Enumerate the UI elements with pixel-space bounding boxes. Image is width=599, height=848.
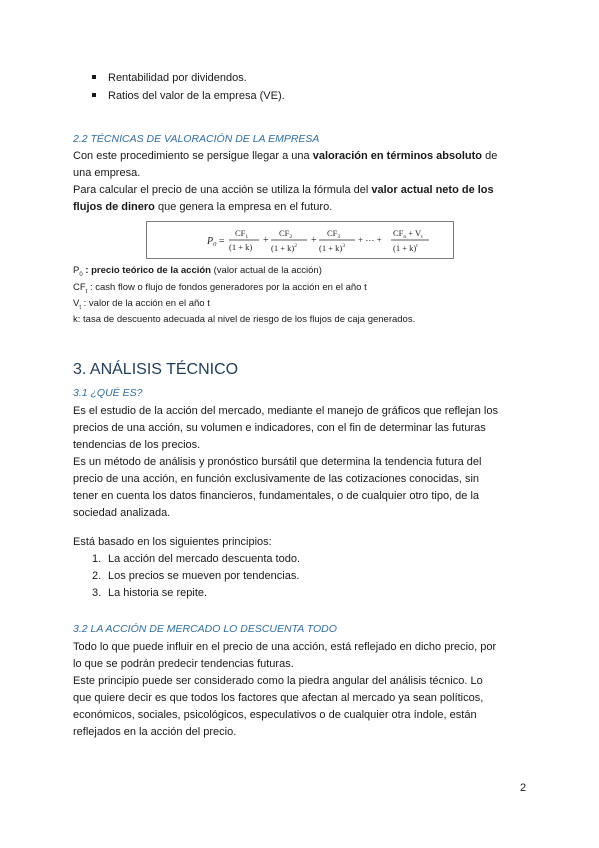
paragraph-line: flujos de dinero que genera la empresa en el futuro. [73,201,333,213]
section-heading-3: 3. ANÁLISIS TÉCNICO [73,361,239,378]
formula-term-3-numerator: $CF_3$ [327,228,341,240]
plus-sign: + [311,235,317,246]
bullet-icon [92,93,96,97]
plus-sign: + [263,235,269,246]
bullet-item: Rentabilidad por dividendos. [92,70,247,87]
formula-term-2-denominator: $(1 + k)^2$ [271,243,297,253]
paragraph-line: precio de una acción, en función exclusivamente de las cotizaciones conocidas, sin [73,473,480,485]
definition-cf: $CF_t$ : cash flow o flujo de fondos generadores por la acción en el año t [73,282,367,295]
definition-p0: $P_0$ : precio teórico de la acción (valor actual de la acción) [73,265,322,278]
section-heading-2-2: 2.2 TÉCNICAS DE VALORACIÓN DE LA EMPRESA [73,133,320,145]
paragraph-line: una empresa. [73,167,141,179]
paragraph-line: Todo lo que puede influir en el precio de una acción, está reflejado en dicho precio, por [73,641,497,653]
paragraph-line: lo que se podrán predecir tendencias futuras. [73,658,294,670]
paragraph-line: que quiere decir es que todos los factores que afectan al mercado ya sean políticos, [73,692,484,704]
subsection-heading-3-2: 3.2 LA ACCIÓN DE MERCADO LO DESCUENTA TODO [73,623,337,635]
bullet-icon [92,75,96,79]
paragraph: Para calcular el precio de una acción se utiliza la fórmula del valor actual neto de los [73,184,494,196]
bullet-item: Ratios del valor de la empresa (VE). [92,88,285,105]
paragraph-line: precios de una acción, su volumen e indicadores, con el fin de determinar las futuras [73,422,486,434]
formula-term-2-numerator: $CF_2$ [279,228,293,240]
definition-v: $V_t$ : valor de la acción en el año t [73,298,210,311]
list-item: 1. La acción del mercado descuenta todo. [92,553,301,565]
page-number: 2 [520,782,527,794]
paragraph-line: económicos, sociales, psicológicos, especulativos o de cualquier otra índole, están [73,709,477,721]
list-item: 2. Los precios se mueven por tendencias. [92,570,300,582]
formula-term-1-numerator: $CF_1$ [235,228,249,240]
formula-term-3-denominator: $(1 + k)^3$ [319,243,345,253]
paragraph-line: tener en cuenta los datos financieros, fundamentales, o de cualquier otro tipo, de la [73,490,480,502]
paragraph-line: Es el estudio de la acción del mercado, mediante el manejo de gráficos que reflejan los [73,405,498,417]
valuation-formula [146,221,454,259]
paragraph-line: Este principio puede ser considerado como la piedra angular del análisis técnico. Lo [73,675,483,687]
paragraph-line: reflejados en la acción del precio. [73,726,237,738]
formula-graphic [147,222,453,258]
subsection-heading-3-1: 3.1 ¿QUÉ ES? [73,387,143,399]
formula-term-n-denominator: $(1 + k)^t$ [393,243,418,253]
paragraph-line: tendencias de los precios. [73,439,201,451]
paragraph-line: sociedad analizada. [73,507,171,519]
paragraph: Con este procedimiento se persigue llegar a una valoración en términos absoluto de [73,150,498,162]
paragraph-line: Es un método de análisis y pronóstico bursátil que determina la tendencia futura del [73,456,482,468]
formula-term-n-numerator: $CF_n + V_t$ [393,228,423,240]
list-item: 3. La historia se repite. [92,587,208,599]
principles-intro: Está basado en los siguientes principios: [73,536,272,548]
formula-lhs: $P_0$ = [207,236,225,248]
definition-k: k: tasa de descuento adecuada al nivel de riesgo de los flujos de caja generados. [73,314,416,325]
formula-ellipsis: + ⋯ + [358,235,382,245]
formula-term-1-denominator: (1 + k) [229,242,253,252]
